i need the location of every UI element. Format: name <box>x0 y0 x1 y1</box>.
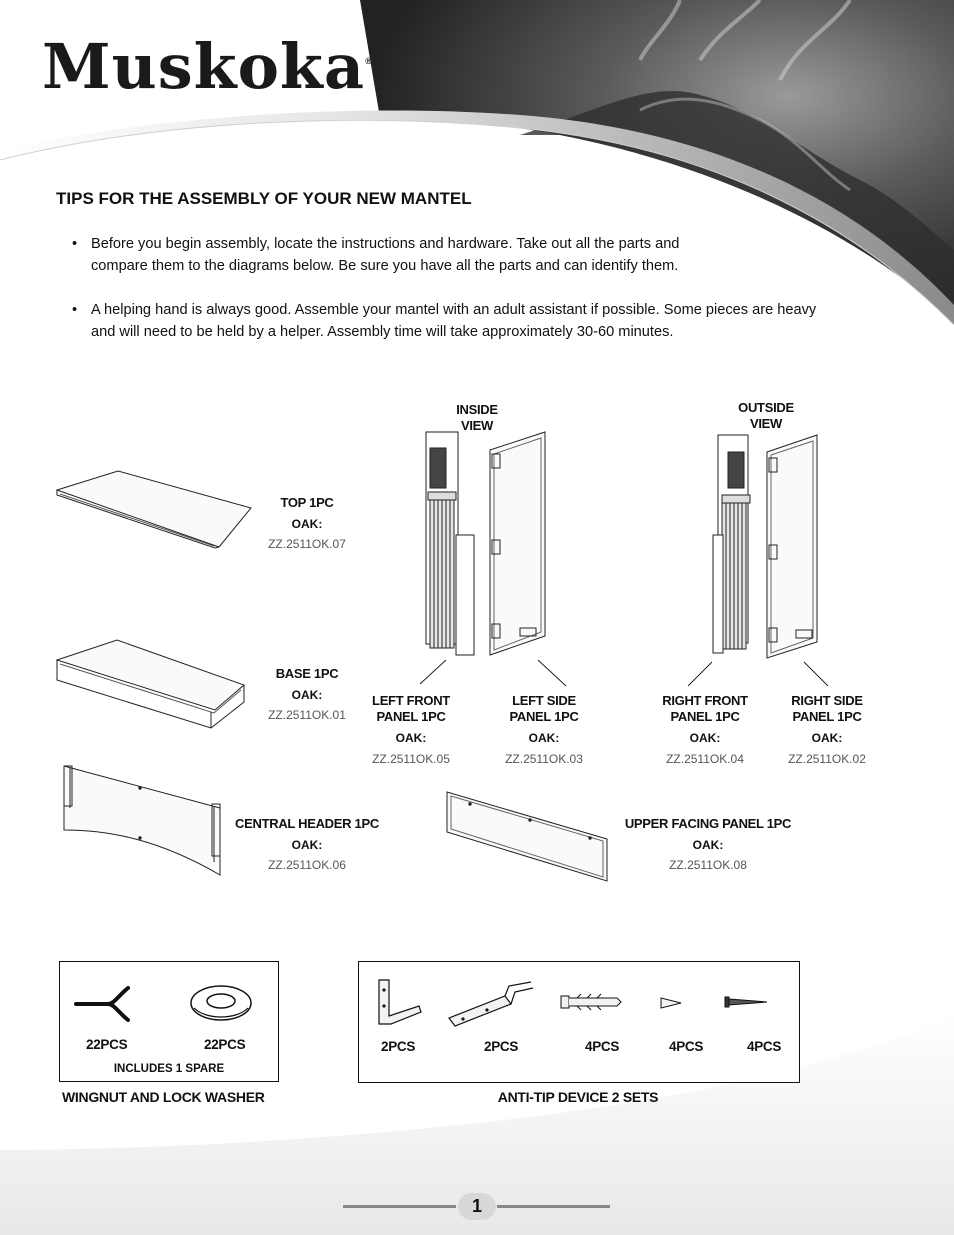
wood-label: OAK: <box>811 731 843 745</box>
page-rule-right <box>497 1205 610 1208</box>
part-code: ZZ.2511OK.06 <box>268 858 346 872</box>
wingnut-count: 22PCS <box>86 1037 128 1052</box>
spare-note: INCLUDES 1 SPARE <box>113 1063 225 1075</box>
strap-icon <box>445 978 535 1030</box>
screw-long-icon <box>723 994 771 1010</box>
wood-label: OAK: <box>291 517 323 531</box>
wall-anchor-icon <box>559 990 625 1014</box>
right-leader-lines <box>688 662 828 686</box>
bullet-icon: • <box>72 236 78 252</box>
part-name-line-2: PANEL 1PC <box>509 709 579 724</box>
left-leader-lines <box>420 660 566 686</box>
wingnut-box <box>59 961 279 1082</box>
wood-label: OAK: <box>291 688 323 702</box>
upper-facing-panel-drawing <box>447 792 607 881</box>
part-name-line-1: LEFT SIDE <box>512 693 576 708</box>
inside-view-line-2: VIEW <box>460 418 494 433</box>
lock-washer-icon <box>186 980 256 1026</box>
upper-facing-label <box>618 816 798 872</box>
central-header-label <box>227 816 387 872</box>
wood-label: OAK: <box>291 838 323 852</box>
tip-2-line-2: and will need to be held by a helper. Assembly time will take approximately 30-60 minutes. <box>91 324 674 340</box>
part-code: ZZ.2511OK.07 <box>268 537 346 551</box>
part-code: ZZ.2511OK.08 <box>669 858 747 872</box>
tip-item-2 <box>72 299 892 343</box>
inside-view-label <box>437 402 517 434</box>
part-code: ZZ.2511OK.04 <box>666 752 744 766</box>
central-header-drawing <box>64 766 220 875</box>
anti-tip-count-3: 4PCS <box>585 1039 620 1054</box>
base-drawing <box>57 640 244 728</box>
inside-view-line-1: INSIDE <box>456 402 498 417</box>
right-front-panel-drawing <box>713 435 750 653</box>
page-rule-left <box>343 1205 456 1208</box>
part-name-line-1: LEFT FRONT <box>372 693 450 708</box>
part-code: ZZ.2511OK.03 <box>505 752 583 766</box>
right-side-label <box>777 693 877 766</box>
registered-mark: ® <box>365 56 373 67</box>
tip-2-line-1: A helping hand is always good. Assemble your mantel with an adult assistant if possible. Some pieces are heavy <box>91 302 817 318</box>
outside-view-label <box>726 400 806 432</box>
anti-tip-count-4: 4PCS <box>669 1039 704 1054</box>
wood-label: OAK: <box>689 731 721 745</box>
wingnut-icon <box>72 982 142 1022</box>
wingnut-box-label: WINGNUT AND LOCK WASHER <box>62 1089 265 1105</box>
brand-name: Muskoka <box>42 30 366 103</box>
brand-logo <box>42 30 373 103</box>
left-front-label <box>361 693 461 766</box>
wood-label: OAK: <box>395 731 427 745</box>
anti-tip-count-2: 2PCS <box>484 1039 519 1054</box>
anti-tip-count-1: 2PCS <box>381 1039 416 1054</box>
base-label <box>257 666 357 722</box>
left-side-panel-drawing <box>490 432 545 655</box>
anti-tip-box <box>358 961 800 1083</box>
tip-item-1 <box>72 233 892 277</box>
part-code: ZZ.2511OK.01 <box>268 708 346 722</box>
parts-diagram <box>0 380 954 900</box>
tip-1-line-1: Before you begin assembly, locate the instructions and hardware. Take out all the parts and <box>91 236 680 252</box>
right-front-label <box>655 693 755 766</box>
wood-label: OAK: <box>528 731 560 745</box>
part-name: BASE 1PC <box>275 666 339 681</box>
part-name-line-2: PANEL 1PC <box>376 709 446 724</box>
part-name-line-2: PANEL 1PC <box>670 709 740 724</box>
l-bracket-icon <box>373 976 425 1028</box>
left-front-panel-drawing <box>426 432 474 655</box>
page-number: 1 <box>458 1193 496 1220</box>
right-side-panel-drawing <box>767 435 817 658</box>
anti-tip-box-label: ANTI-TIP DEVICE 2 SETS <box>497 1089 659 1105</box>
part-name: CENTRAL HEADER 1PC <box>235 816 379 831</box>
bullet-icon: • <box>72 302 78 318</box>
wood-label: OAK: <box>692 838 724 852</box>
lock-washer-count: 22PCS <box>204 1037 246 1052</box>
part-name-line-1: RIGHT SIDE <box>791 693 863 708</box>
top-label <box>257 495 357 551</box>
screw-small-icon <box>659 996 685 1010</box>
outside-view-line-1: OUTSIDE <box>738 400 794 415</box>
page-title: TIPS FOR THE ASSEMBLY OF YOUR NEW MANTEL <box>56 189 472 208</box>
anti-tip-count-5: 4PCS <box>747 1039 782 1054</box>
part-name-line-2: PANEL 1PC <box>792 709 862 724</box>
left-side-label <box>494 693 594 766</box>
part-name: TOP 1PC <box>280 495 334 510</box>
part-code: ZZ.2511OK.05 <box>372 752 450 766</box>
part-name: UPPER FACING PANEL 1PC <box>624 816 792 831</box>
tip-1-line-2: compare them to the diagrams below. Be sure you have all the parts and can identify them. <box>91 258 679 274</box>
top-board-drawing <box>57 471 251 548</box>
part-name-line-1: RIGHT FRONT <box>662 693 748 708</box>
outside-view-line-2: VIEW <box>749 416 783 431</box>
part-code: ZZ.2511OK.02 <box>788 752 866 766</box>
